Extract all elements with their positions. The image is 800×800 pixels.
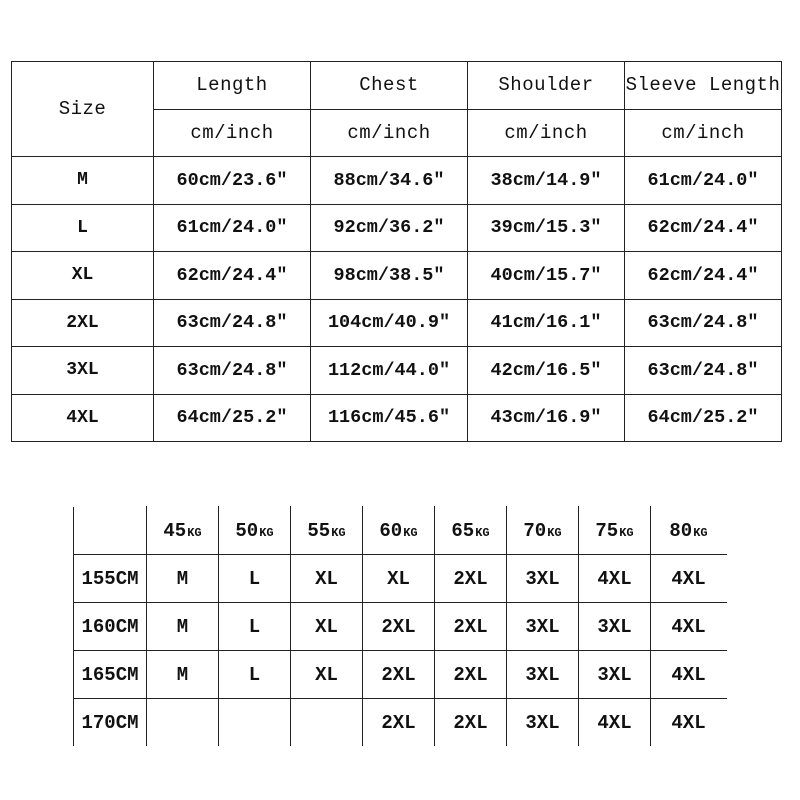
measurement-cell: 98cm/38.5″	[311, 252, 468, 300]
weight-unit: KG	[693, 525, 708, 540]
weight-value: 60	[379, 519, 403, 542]
unit-label: cm/inch	[311, 109, 468, 157]
weight-value: 80	[669, 519, 693, 542]
weight-unit: KG	[331, 525, 346, 540]
size-label: 4XL	[12, 394, 154, 442]
measurement-cell: 64cm/25.2″	[625, 394, 782, 442]
recommended-size-cell: M	[147, 603, 219, 651]
recommended-size-cell: 2XL	[435, 699, 507, 747]
recommended-size-cell: XL	[291, 555, 363, 603]
recommended-size-cell: 3XL	[579, 603, 651, 651]
table-row	[12, 252, 782, 300]
weight-column-header	[435, 507, 507, 555]
measurement-cell: 62cm/24.4″	[625, 252, 782, 300]
recommended-size-cell	[147, 699, 219, 747]
weight-column-header	[291, 507, 363, 555]
height-label: 155CM	[74, 555, 147, 603]
corner-cell	[74, 507, 147, 555]
recommended-size-cell: XL	[291, 603, 363, 651]
weight-unit: KG	[475, 525, 490, 540]
size-label: L	[12, 204, 154, 252]
table-row	[74, 555, 727, 603]
recommended-size-cell: 2XL	[363, 699, 435, 747]
table-header-row	[12, 62, 782, 110]
weight-unit: KG	[619, 525, 634, 540]
recommended-size-cell: 3XL	[507, 699, 579, 747]
weight-unit: KG	[403, 525, 418, 540]
recommended-size-cell: L	[219, 555, 291, 603]
size-column-header: Size	[12, 62, 154, 157]
weight-unit: KG	[259, 525, 274, 540]
recommended-size-cell: L	[219, 603, 291, 651]
unit-label: cm/inch	[468, 109, 625, 157]
unit-label: cm/inch	[625, 109, 782, 157]
height-weight-fit-table	[73, 506, 727, 747]
weight-column-header	[579, 507, 651, 555]
size-measurement-table	[11, 61, 782, 442]
table-row	[74, 603, 727, 651]
sleeve-length-column-header: Sleeve Length	[625, 62, 782, 110]
unit-label: cm/inch	[154, 109, 311, 157]
height-label: 165CM	[74, 651, 147, 699]
recommended-size-cell	[219, 699, 291, 747]
measurement-cell: 116cm/45.6″	[311, 394, 468, 442]
weight-unit: KG	[547, 525, 562, 540]
measurement-cell: 62cm/24.4″	[625, 204, 782, 252]
measurement-cell: 43cm/16.9″	[468, 394, 625, 442]
measurement-cell: 61cm/24.0″	[154, 204, 311, 252]
weight-value: 55	[307, 519, 331, 542]
weight-column-header	[363, 507, 435, 555]
recommended-size-cell: L	[219, 651, 291, 699]
recommended-size-cell: 2XL	[363, 603, 435, 651]
recommended-size-cell: 2XL	[435, 555, 507, 603]
measurement-cell: 60cm/23.6″	[154, 157, 311, 205]
measurement-cell: 92cm/36.2″	[311, 204, 468, 252]
weight-column-header	[507, 507, 579, 555]
measurement-cell: 63cm/24.8″	[154, 299, 311, 347]
recommended-size-cell: 4XL	[651, 555, 727, 603]
recommended-size-cell: 3XL	[579, 651, 651, 699]
recommended-size-cell: 4XL	[579, 555, 651, 603]
size-label: M	[12, 157, 154, 205]
recommended-size-cell: 3XL	[507, 555, 579, 603]
weight-header-row	[74, 507, 727, 555]
measurement-cell: 64cm/25.2″	[154, 394, 311, 442]
weight-value: 45	[163, 519, 187, 542]
size-label: 2XL	[12, 299, 154, 347]
recommended-size-cell: 3XL	[507, 651, 579, 699]
weight-value: 75	[595, 519, 619, 542]
recommended-size-cell: 4XL	[651, 603, 727, 651]
measurement-cell: 62cm/24.4″	[154, 252, 311, 300]
table-row	[12, 394, 782, 442]
measurement-cell: 40cm/15.7″	[468, 252, 625, 300]
weight-column-header	[651, 507, 727, 555]
height-label: 160CM	[74, 603, 147, 651]
measurement-cell: 112cm/44.0″	[311, 347, 468, 395]
table-row	[74, 699, 727, 747]
recommended-size-cell: XL	[363, 555, 435, 603]
shoulder-column-header: Shoulder	[468, 62, 625, 110]
weight-unit: KG	[187, 525, 202, 540]
table-row	[74, 651, 727, 699]
recommended-size-cell: M	[147, 555, 219, 603]
weight-column-header	[147, 507, 219, 555]
size-label: 3XL	[12, 347, 154, 395]
table-row	[12, 204, 782, 252]
recommended-size-cell: 2XL	[363, 651, 435, 699]
size-label: XL	[12, 252, 154, 300]
table-row	[12, 157, 782, 205]
height-label: 170CM	[74, 699, 147, 747]
recommended-size-cell: 2XL	[435, 603, 507, 651]
weight-column-header	[219, 507, 291, 555]
measurement-cell: 63cm/24.8″	[154, 347, 311, 395]
recommended-size-cell: 3XL	[507, 603, 579, 651]
recommended-size-cell	[291, 699, 363, 747]
measurement-cell: 88cm/34.6″	[311, 157, 468, 205]
measurement-cell: 41cm/16.1″	[468, 299, 625, 347]
chest-column-header: Chest	[311, 62, 468, 110]
recommended-size-cell: M	[147, 651, 219, 699]
recommended-size-cell: 4XL	[651, 651, 727, 699]
measurement-cell: 104cm/40.9″	[311, 299, 468, 347]
measurement-cell: 61cm/24.0″	[625, 157, 782, 205]
recommended-size-cell: 2XL	[435, 651, 507, 699]
measurement-cell: 38cm/14.9″	[468, 157, 625, 205]
length-column-header: Length	[154, 62, 311, 110]
measurement-cell: 63cm/24.8″	[625, 299, 782, 347]
weight-value: 50	[235, 519, 259, 542]
measurement-cell: 39cm/15.3″	[468, 204, 625, 252]
recommended-size-cell: 4XL	[651, 699, 727, 747]
recommended-size-cell: 4XL	[579, 699, 651, 747]
weight-value: 65	[451, 519, 475, 542]
recommended-size-cell: XL	[291, 651, 363, 699]
table-row	[12, 347, 782, 395]
weight-value: 70	[523, 519, 547, 542]
table-row	[12, 299, 782, 347]
measurement-cell: 63cm/24.8″	[625, 347, 782, 395]
measurement-cell: 42cm/16.5″	[468, 347, 625, 395]
